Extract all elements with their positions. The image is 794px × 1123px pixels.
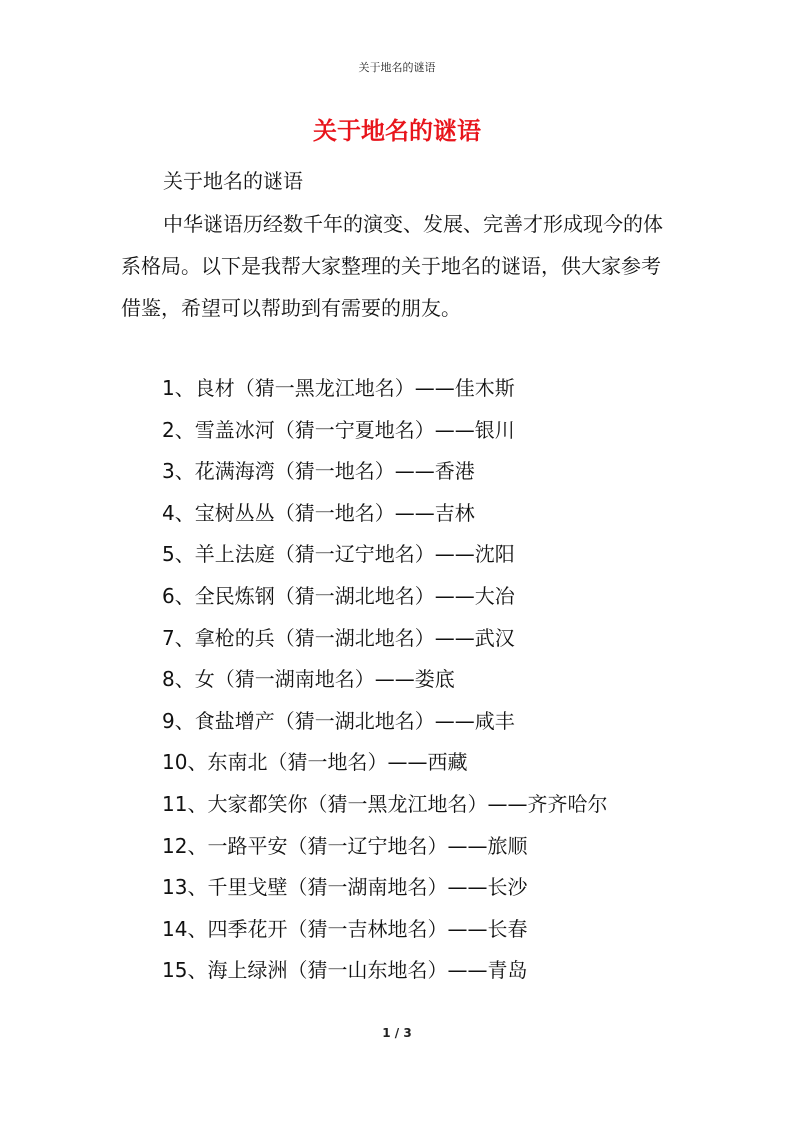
- riddle-item: 6、全民炼钢（猜一湖北地名）——大冶: [162, 583, 515, 608]
- page-number: 1 / 3: [382, 1026, 412, 1040]
- riddle-item: 10、东南北（猜一地名）——西藏: [162, 750, 468, 775]
- riddle-list: [162, 368, 722, 992]
- riddle-item: 13、千里戈壁（猜一湖南地名）——长沙: [162, 875, 528, 900]
- riddle-item: 4、宝树丛丛（猜一地名）——吉林: [162, 500, 475, 525]
- riddle-item: 11、大家都笑你（猜一黑龙江地名）——齐齐哈尔: [162, 791, 608, 816]
- riddle-item: 9、食盐增产（猜一湖北地名）——咸丰: [162, 708, 515, 733]
- riddle-item: 12、一路平安（猜一辽宁地名）——旅顺: [162, 833, 528, 858]
- riddle-item: 8、女（猜一湖南地名）——娄底: [162, 667, 455, 692]
- riddle-item: 5、羊上法庭（猜一辽宁地名）——沈阳: [162, 542, 515, 567]
- running-header: 关于地名的谜语: [358, 61, 436, 74]
- riddle-item: 15、海上绿洲（猜一山东地名）——青岛: [162, 958, 528, 983]
- intro-paragraph: 中华谜语历经数千年的演变、发展、完善才形成现今的体系格局。以下是我帮大家整理的关于地名的谜语，供大家参考借鉴，希望可以帮助到有需要的朋友。: [121, 212, 663, 320]
- document-title: 关于地名的谜语: [313, 117, 481, 145]
- document-subtitle: 关于地名的谜语: [163, 169, 303, 193]
- riddle-item: 2、雪盖冰河（猜一宁夏地名）——银川: [162, 417, 515, 442]
- riddle-item: 14、四季花开（猜一吉林地名）——长春: [162, 916, 528, 941]
- riddle-item: 3、花满海湾（猜一地名）——香港: [162, 459, 475, 484]
- riddle-item: 1、良材（猜一黑龙江地名）——佳木斯: [162, 376, 515, 400]
- riddle-item: 7、拿枪的兵（猜一湖北地名）——武汉: [162, 625, 515, 650]
